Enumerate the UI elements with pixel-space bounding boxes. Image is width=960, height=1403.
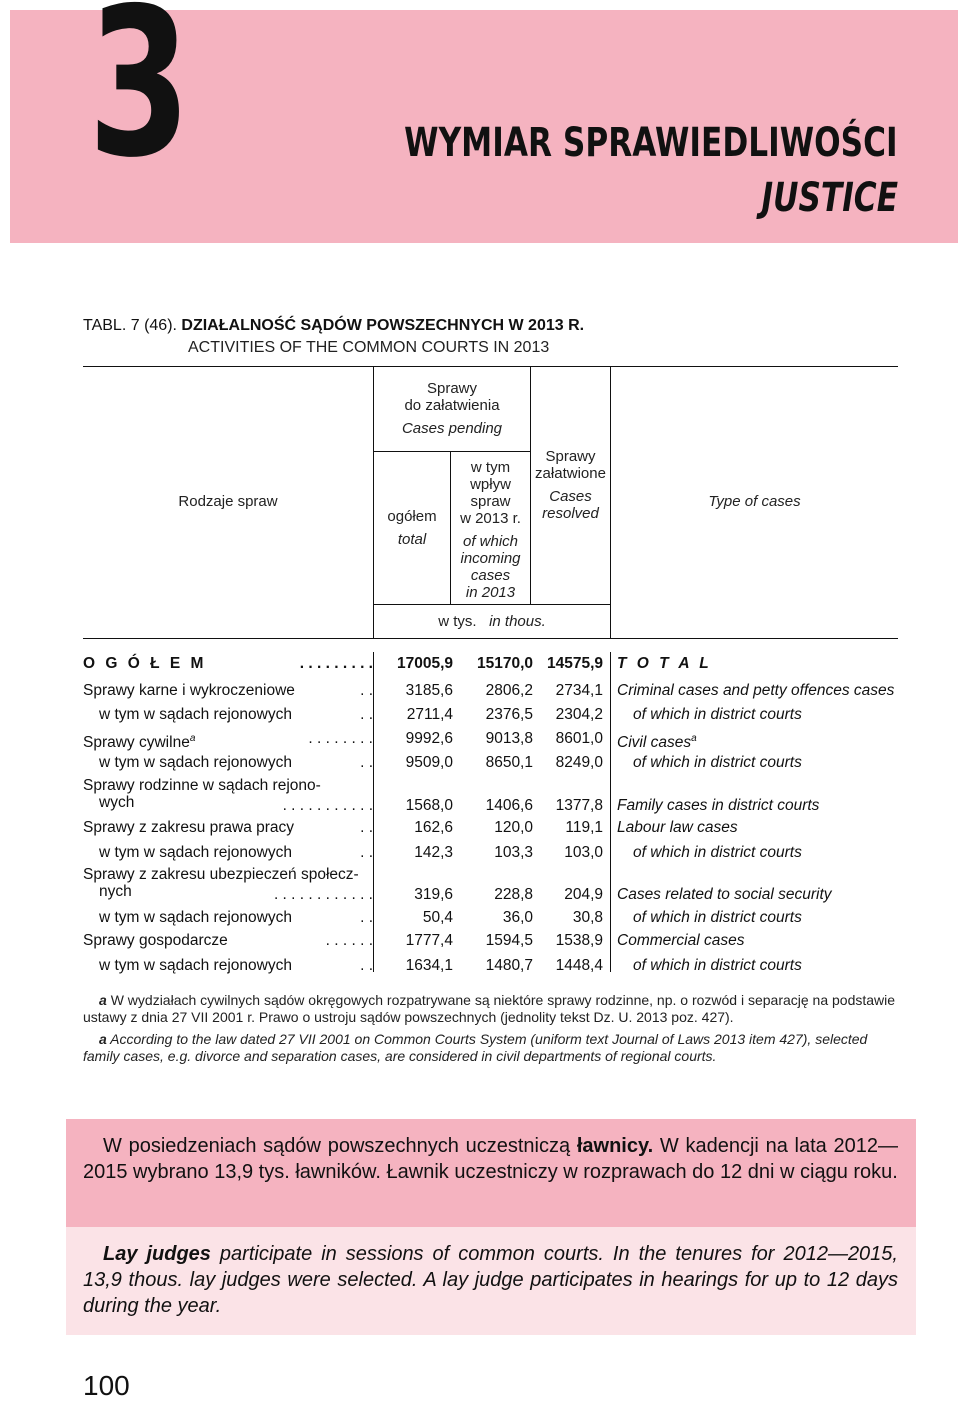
chapter-number: 3: [88, 0, 188, 203]
row-label-pl: Sprawy z zakresu ubezpieczeń społecz- nych: [83, 866, 359, 900]
footnote-en: a According to the law dated 27 VII 2001 on Common Courts System (uniform text Journal of Laws 2013 item 427), selected family cases, e.g. divorce and separation cases, are considered in civil departments of regional courts.: [83, 1031, 868, 1064]
table-row: [83, 817, 903, 839]
table-row: [83, 866, 903, 906]
row-label-en: Criminal cases and petty offences cases: [617, 682, 895, 699]
row-label-en: of which in district courts: [633, 844, 802, 861]
cell-total: 9992,6: [405, 730, 453, 747]
cell-total: 162,6: [414, 819, 453, 836]
cell-total: 319,6: [414, 886, 453, 903]
cell-incoming: 2806,2: [485, 682, 533, 699]
cell-incoming: 228,8: [494, 886, 533, 903]
cell-resolved: 1538,9: [555, 932, 603, 949]
table-row: [83, 842, 903, 864]
cell-resolved: 204,9: [564, 886, 603, 903]
row-label-pl: Sprawy karne i wykroczeniowe: [83, 682, 295, 699]
table-row: [83, 704, 903, 726]
info-text-en: Lay judges participate in sessions of common courts. In the tenures for 2012—2015, 13,9 thous. lay judges were selected. A lay judge participates in hearings for up to 12 days during the year.: [83, 1243, 898, 1317]
cell-incoming: 8650,1: [485, 754, 533, 771]
row-label-en: of which in district courts: [633, 754, 802, 771]
info-text-pl: W posiedzeniach sądów powszechnych uczestniczą ławnicy. W kadencji na lata 2012—2015 wybrano 13,9 tys. ławników. Ławnik uczestniczy w rozprawach do 12 dni w ciągu roku.: [83, 1135, 898, 1183]
row-dots: . .: [360, 706, 373, 723]
row-dots: . .: [360, 754, 373, 771]
cell-total: 1777,4: [405, 932, 453, 949]
header-incoming: w tym wpływ spraw w 2013 r. of which incoming cases in 2013: [460, 459, 521, 601]
cell-resolved: 14575,9: [546, 655, 603, 672]
table-title: [83, 317, 584, 335]
footnote-ref: a: [189, 733, 196, 744]
cell-incoming: 1480,7: [485, 957, 533, 974]
footnote-ref: a: [691, 733, 697, 744]
info-box-en: [66, 1227, 916, 1335]
row-label-en: of which in district courts: [633, 957, 802, 974]
cell-total: 50,4: [422, 909, 453, 926]
table-row: [83, 955, 903, 977]
row-label-pl: Sprawy rodzinne w sądach rejono- wych: [83, 777, 321, 811]
chapter-title-pl: WYMIAR SPRAWIEDLIWOŚCI: [404, 120, 898, 166]
row-dots: . .: [360, 957, 373, 974]
row-label-pl: Sprawy gospodarcze: [83, 932, 228, 949]
row-dots: . .: [360, 844, 373, 861]
table-row: [83, 777, 903, 817]
info-box-pl: [66, 1119, 916, 1227]
row-dots: . . . . . . . .: [308, 730, 373, 747]
cell-resolved: 8601,0: [555, 730, 603, 747]
cell-incoming: 1594,5: [485, 932, 533, 949]
cell-resolved: 1377,8: [555, 797, 603, 814]
row-label-en: Civil cases$^a$: [617, 733, 697, 752]
cell-resolved: 2304,2: [555, 706, 603, 723]
row-label-pl: w tym w sądach rejonowych: [99, 957, 292, 974]
row-label-en: Cases related to social security: [617, 886, 832, 903]
header-resolved: Sprawy załatwione Cases resolved: [535, 448, 606, 522]
cell-incoming: 120,0: [494, 819, 533, 836]
cell-total: 1634,1: [405, 957, 453, 974]
header-kind-pl: Rodzaje spraw: [178, 493, 278, 510]
table-row: [83, 653, 903, 675]
row-label-pl: Sprawy cywilne$^a$: [83, 733, 196, 752]
row-label-en: Commercial cases: [617, 932, 745, 949]
cell-total: 3185,6: [405, 682, 453, 699]
table-row: [83, 930, 903, 952]
cell-total: 2711,4: [406, 706, 453, 723]
table-title-pl: DZIAŁALNOŚĆ SĄDÓW POWSZECHNYCH W 2013 R.: [181, 317, 585, 334]
table-row: [83, 728, 903, 750]
table-row: [83, 680, 903, 702]
cell-resolved: 8249,0: [555, 754, 603, 771]
row-label-en: of which in district courts: [633, 706, 802, 723]
row-dots: . . . . . . . . .: [299, 655, 373, 672]
cell-resolved: 119,1: [565, 819, 603, 836]
cell-resolved: 30,8: [572, 909, 603, 926]
row-dots: . .: [360, 819, 373, 836]
row-label-pl: w tym w sądach rejonowych: [99, 754, 292, 771]
table-row: [83, 907, 903, 929]
header-total: ogółem total: [387, 508, 437, 548]
header-bottom-rule: [83, 638, 898, 639]
row-label-pl: w tym w sądach rejonowych: [99, 909, 292, 926]
cell-total: 1568,0: [405, 797, 453, 814]
row-label-pl: w tym w sądach rejonowych: [99, 706, 292, 723]
cell-incoming: 103,3: [494, 844, 533, 861]
row-label-en: T O T A L: [617, 655, 712, 672]
cell-resolved: 1448,4: [555, 957, 603, 974]
cell-incoming: 15170,0: [476, 655, 533, 672]
footnote-pl: a W wydziałach cywilnych sądów okręgowych rozpatrywane są niektóre sprawy rodzinne, np. o rozwód i separację na podstawie ustawy z dnia 27 VII 2001 r. Prawo o ustroju sądów powszechnych (jednolity tekst Dz. U. 2013 poz. 427).: [83, 992, 896, 1025]
row-label-pl: Sprawy z zakresu prawa pracy: [83, 819, 295, 836]
cell-total: 142,3: [414, 844, 453, 861]
table-number: TABL. 7 (46).: [83, 317, 182, 334]
row-dots: . . . . . . . . . . . .: [273, 886, 373, 903]
row-dots: . .: [360, 682, 373, 699]
cell-incoming: 9013,8: [485, 730, 533, 747]
chapter-banner: [10, 0, 958, 243]
table-row: [83, 752, 903, 774]
header-kind-en: Type of cases: [708, 493, 801, 510]
row-label-en: of which in district courts: [633, 909, 802, 926]
cell-incoming: 36,0: [502, 909, 533, 926]
header-hline-pending: [373, 451, 530, 452]
cell-resolved: 2734,1: [555, 682, 603, 699]
cell-resolved: 103,0: [564, 844, 603, 861]
cell-incoming: 2376,5: [485, 706, 533, 723]
row-label-en: Labour law cases: [617, 819, 738, 836]
cell-total: 17005,9: [396, 655, 453, 672]
chapter-title-en: JUSTICE: [761, 175, 898, 221]
cell-total: 9509,0: [405, 754, 453, 771]
header-hline-unit: [373, 604, 610, 605]
table-title-en: ACTIVITIES OF THE COMMON COURTS IN 2013: [188, 339, 550, 356]
page-number: 100: [83, 1370, 130, 1401]
row-label-pl: O G Ó Ł E M: [83, 655, 207, 672]
cell-incoming: 1406,6: [485, 797, 533, 814]
row-label-en: Family cases in district courts: [617, 797, 820, 814]
row-dots: . .: [360, 909, 373, 926]
row-dots: . . . . . . . . . . .: [282, 797, 373, 814]
header-pending: Sprawy do załatwienia Cases pending: [401, 380, 503, 437]
row-label-pl: w tym w sądach rejonowych: [99, 844, 292, 861]
table-top-rule: [83, 366, 898, 367]
header-unit: w tys. in thous.: [438, 613, 546, 630]
row-dots: . . . . . .: [325, 932, 373, 949]
